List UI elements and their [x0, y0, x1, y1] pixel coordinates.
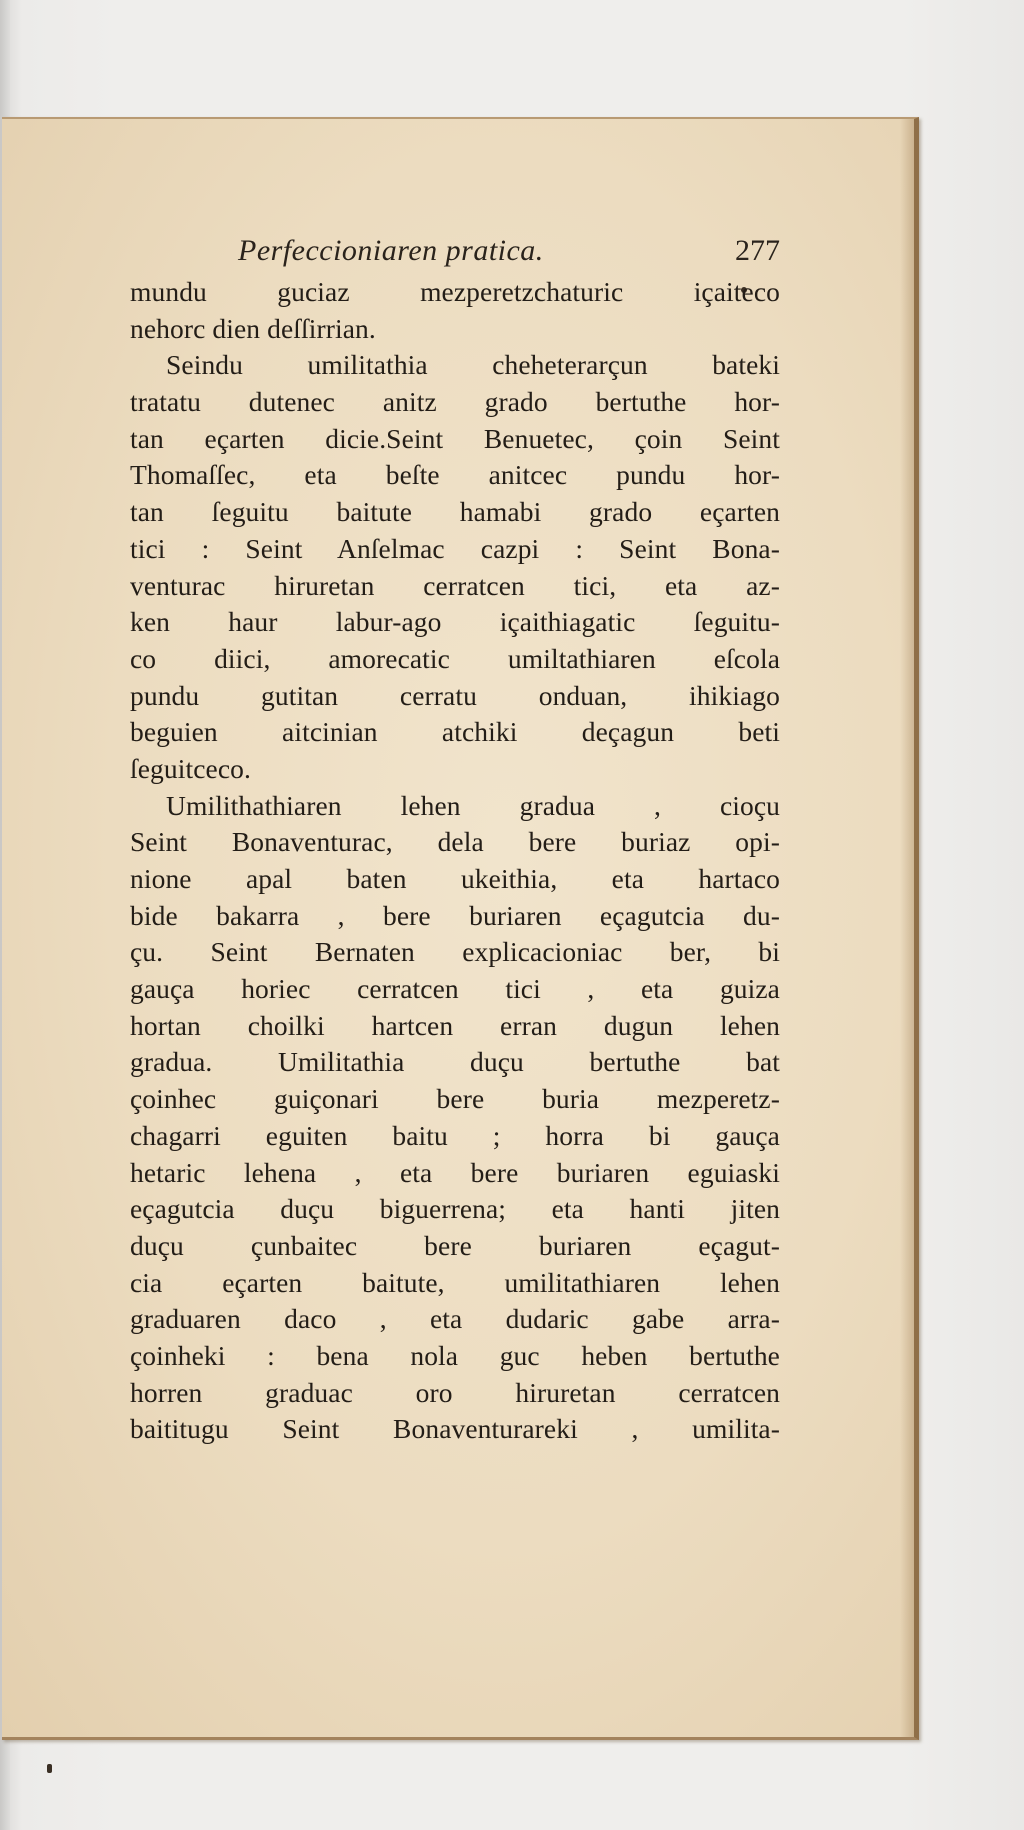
text-line: gradua. Umilitathia duçu bertuthe bat — [130, 1046, 780, 1078]
text-line: hortan choilki hartcen erran dugun lehen — [130, 1009, 780, 1041]
text-line: ſeguitceco. — [130, 752, 251, 784]
text-line: tici : Seint Anſelmac cazpi : Seint Bona- — [130, 532, 780, 564]
text-line: baititugu Seint Bonaventurareki , umilita- — [130, 1413, 780, 1445]
text-line: mundu guciaz mezperetzchaturic içaiteco — [130, 276, 780, 307]
text-line: ken haur labur-ago içaithiagatic ſeguitu- — [130, 606, 780, 638]
text-line: çoinheki : bena nola guc heben bertuthe — [130, 1339, 780, 1371]
text-line: eçagutcia duçu biguerrena; eta hanti jiten — [130, 1193, 780, 1225]
text-line: çoinhec guiçonari bere buria mezperetz- — [130, 1083, 780, 1115]
text-line: Umilithathiaren lehen gradua , cioçu — [166, 789, 780, 821]
book-page — [2, 117, 919, 1740]
text-line: bide bakarra , bere buriaren eçagutcia du- — [130, 899, 780, 931]
text-line: horren graduac oro hiruretan cerratcen — [130, 1376, 780, 1408]
text-line: venturac hiruretan cerratcen tici, eta az- — [130, 569, 780, 601]
text-line: gauça horiec cerratcen tici , eta guiza — [130, 973, 780, 1005]
text-line: Seindu umilitathia cheheterarçun bateki — [166, 349, 780, 381]
text-line: nione apal baten ukeithia, eta hartaco — [130, 863, 780, 894]
body-text — [130, 274, 780, 1448]
text-line: chagarri eguiten baitu ; horra bi gauça — [130, 1119, 780, 1151]
text-line: graduaren daco , eta dudaric gabe arra- — [130, 1303, 780, 1335]
text-line: çu. Seint Bernaten explicacioniac ber, bi — [130, 936, 780, 968]
running-head: Perfeccioniaren pratica. — [238, 234, 544, 267]
text-line: tratatu dutenec anitz grado bertuthe hor- — [130, 386, 780, 418]
ink-speck — [47, 1764, 52, 1773]
page-number: 277 — [735, 234, 780, 267]
text-line: hetaric lehena , eta bere buriaren eguiaski — [130, 1156, 780, 1188]
text-line: co diici, amorecatic umiltathiaren eſcola — [130, 642, 780, 674]
page-header — [130, 234, 780, 274]
text-line: pundu gutitan cerratu onduan, ihikiago — [130, 679, 780, 711]
text-line: Seint Bonaventurac, dela bere buriaz opi- — [130, 826, 780, 858]
text-line: duçu çunbaitec bere buriaren eçagut- — [130, 1229, 780, 1261]
text-line: cia eçarten baitute, umilitathiaren lehen — [130, 1266, 780, 1298]
text-line: tan ſeguitu baitute hamabi grado eçarten — [130, 496, 780, 528]
text-line: Thomaſſec, eta beſte anitcec pundu hor- — [130, 459, 780, 491]
text-line: nehorc dien deſſirrian. — [130, 312, 376, 344]
text-line: tan eçarten dicie.Seint Benuetec, çoin Seint — [130, 422, 780, 454]
text-line: beguien aitcinian atchiki deçagun beti — [130, 716, 780, 748]
